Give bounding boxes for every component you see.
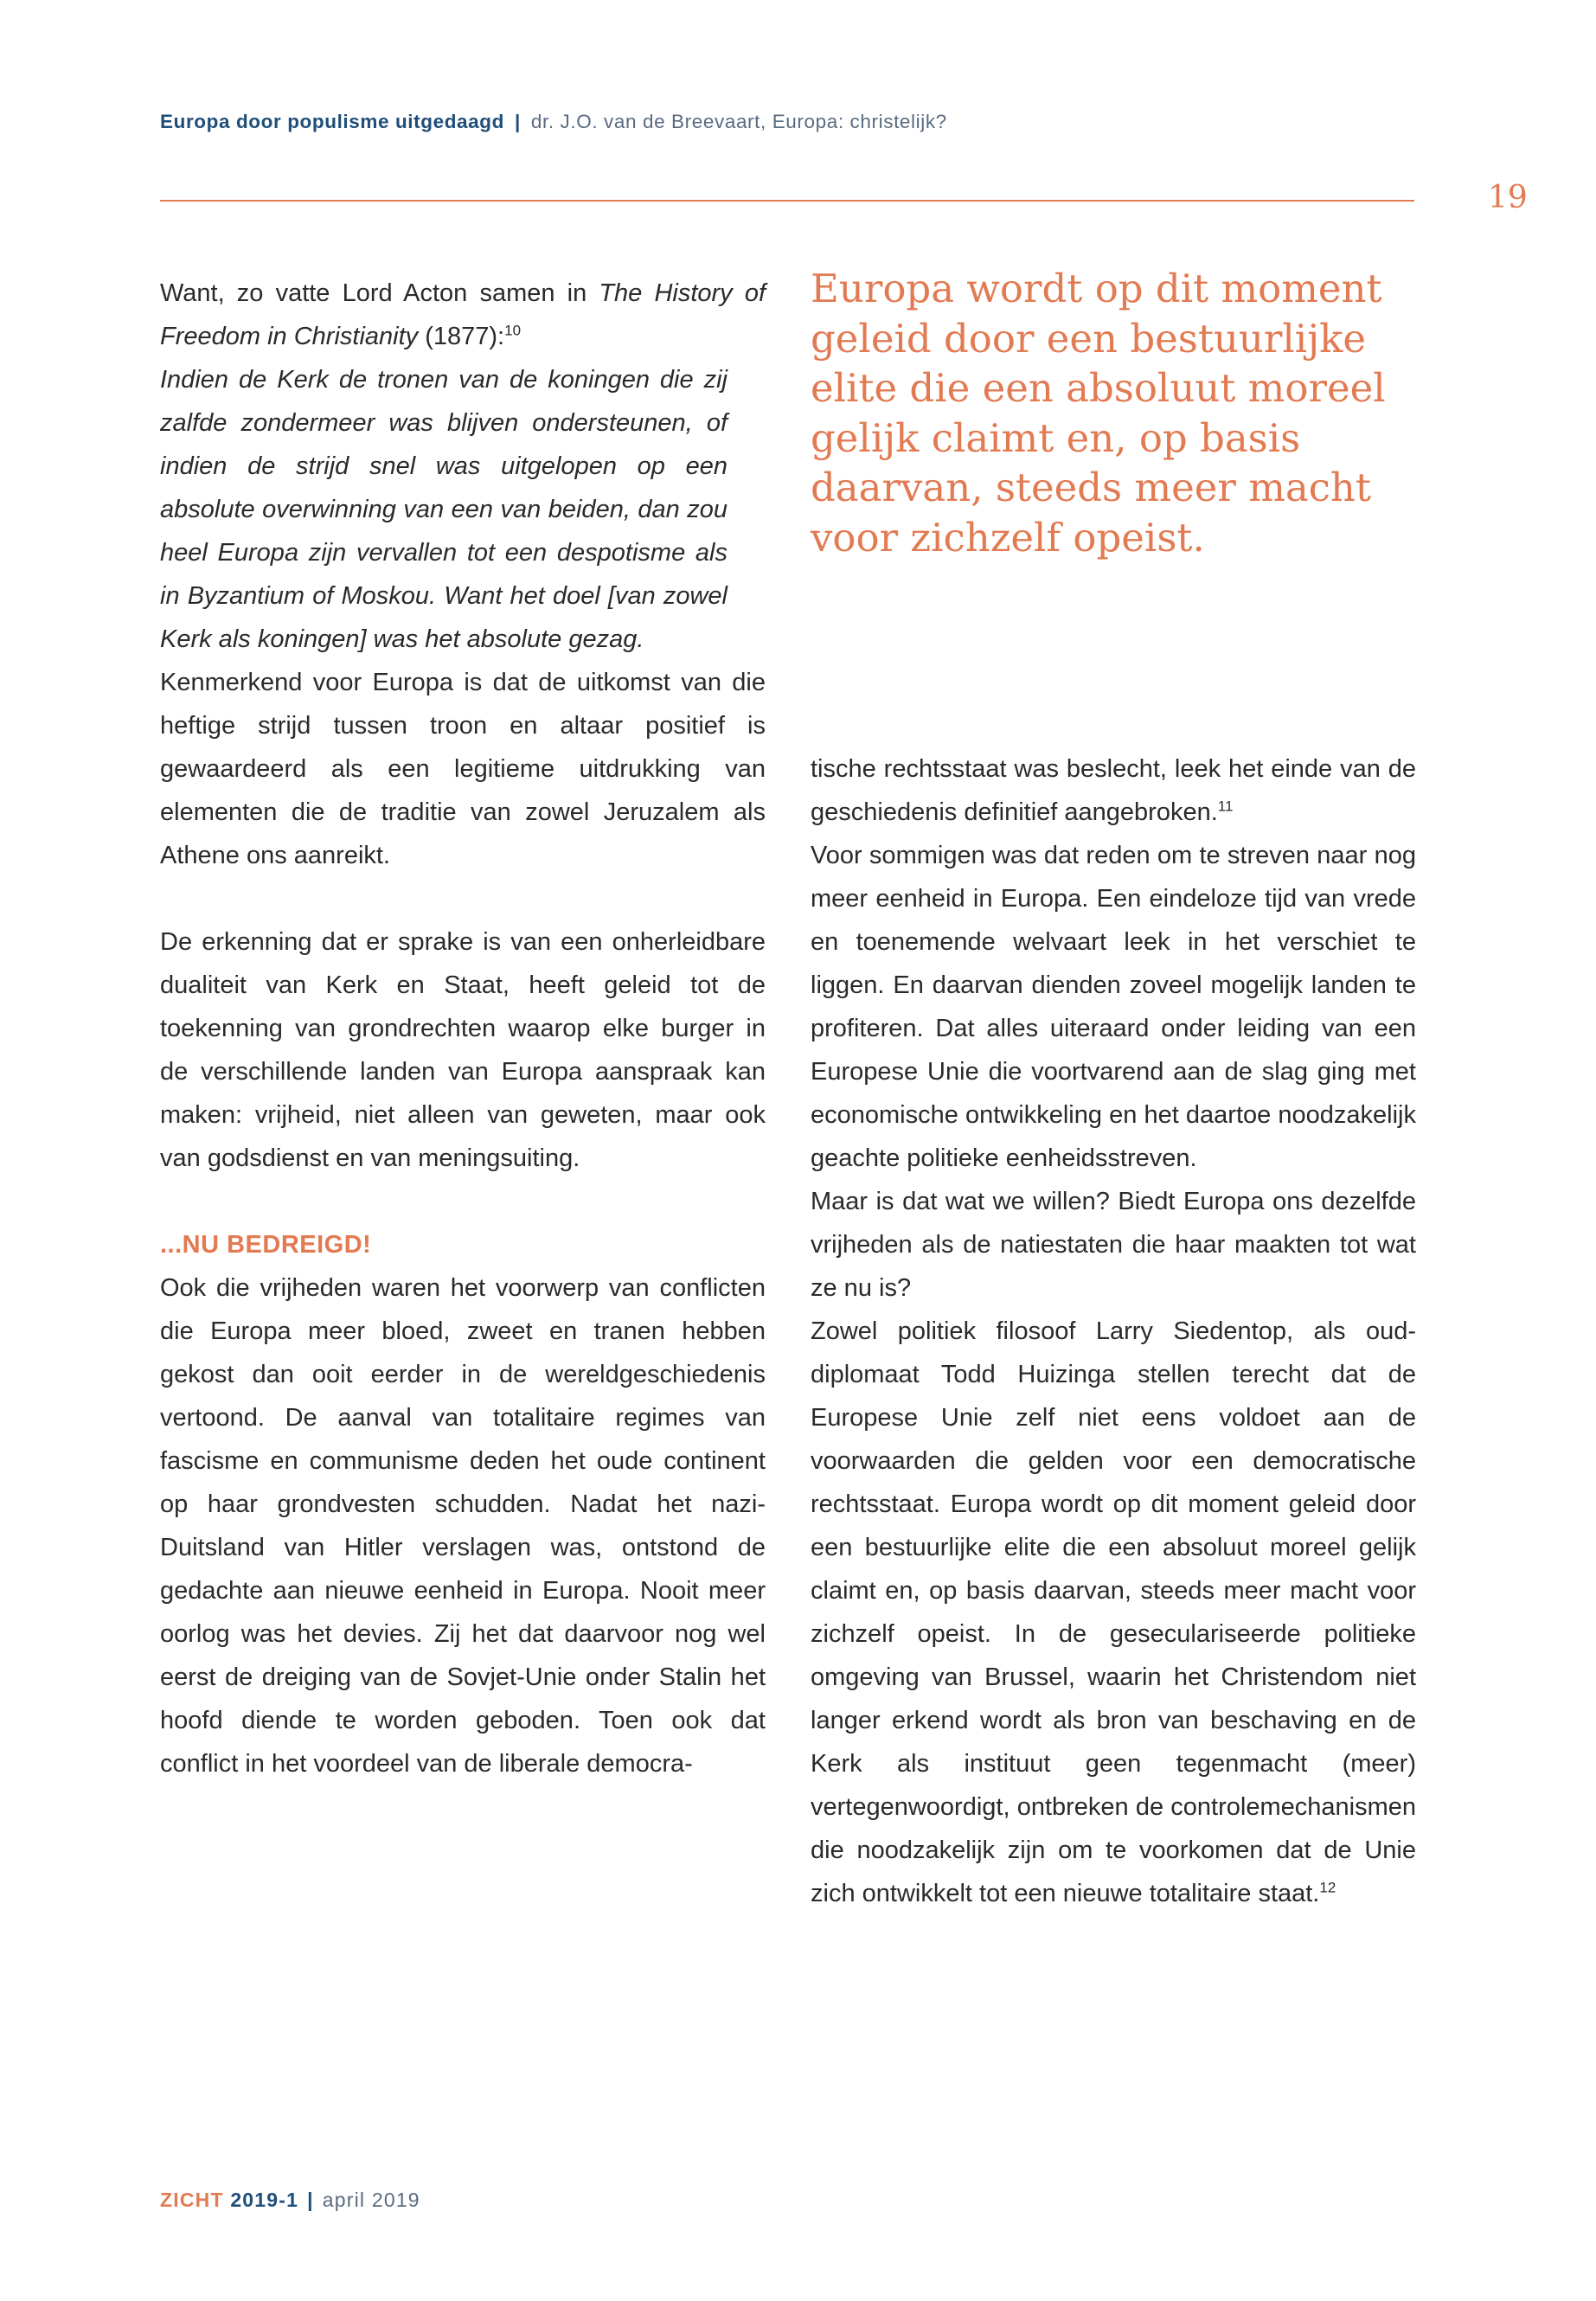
block-quote: Indien de Kerk de tronen van de koningen die zij zalfde zondermeer was blijven ondersteunen, of indien de strijd snel was uitgelopen op een absolute overwinning van een van beiden, dan zou heel Europa zijn vervallen tot een despotisme als in Byzantium of Moskou. Want het doel [van zowel Kerk als koningen] was het absolute gezag. <box>160 366 727 653</box>
header-separator: | <box>514 111 521 132</box>
body-paragraph-7-text: Zowel politiek filosoof Larry Siedentop, als oud-diplomaat Todd Huizinga stellen terecht dat de Europese Unie zelf niet eens voldoet aan de voorwaarden die gelden voor een democratische rechtsstaat. Europa wordt op dit moment geleid door een bestuurlijke elite die een absoluut moreel gelijk claimt en, op basis daarvan, steeds meer macht voor zichzelf opeist. In de geseculariseerde politieke omgeving van Brussel, waarin het Christendom niet langer erkend wordt als bron van beschaving en de Kerk als instituut geen tegenmacht (meer) vertegenwoordigt, ontbreken de controlemechanismen die noodzakelijk zijn om te voorkomen dat de Unie zich ontwikkelt tot een nieuwe totalitaire staat. <box>811 1317 1416 1907</box>
body-paragraph-4-text: tische rechtsstaat was beslecht, leek het einde van de geschiedenis definitief aangebroken. <box>811 755 1416 826</box>
intro-text-2: (1877): <box>418 323 505 350</box>
footnote-ref-12: 12 <box>1319 1879 1336 1896</box>
page-footer <box>160 2189 420 2212</box>
intro-book-title: The History of Freedom in Christianity <box>160 279 766 350</box>
footnote-ref-11: 11 <box>1217 798 1234 815</box>
intro-text-1: Want, zo vatte Lord Acton samen in <box>160 279 599 307</box>
footer-separator: | <box>307 2189 314 2211</box>
body-paragraph-7 <box>811 1310 1416 1915</box>
body-paragraph-6: Maar is dat wat we willen? Biedt Europa ons dezelfde vrijheden als de natiestaten die haar maakten tot wat ze nu is? <box>811 1188 1416 1302</box>
left-column <box>160 272 766 1785</box>
footer-issue: 2019-1 <box>230 2189 299 2211</box>
body-paragraph-1: Kenmerkend voor Europa is dat de uitkomst van die heftige strijd tussen troon en altaar positief is gewaardeerd als een legitieme uitdrukking van elementen die de traditie van zowel Jeruzalem als Athene ons aanreikt. <box>160 669 766 869</box>
footer-date: april 2019 <box>322 2189 420 2211</box>
pull-quote: Europa wordt op dit moment geleid door een bestuurlijke elite die een absoluut moreel gelijk claimt en, op basis daarvan, steeds meer macht voor zichzelf opeist. <box>811 266 1386 561</box>
running-header <box>160 111 947 133</box>
section-subheading: ...NU BEDREIGD! <box>160 1231 372 1259</box>
header-title: Europa door populisme uitgedaagd <box>160 111 504 132</box>
header-subtitle: dr. J.O. van de Breevaart, Europa: christelijk? <box>530 111 947 132</box>
footnote-ref-10: 10 <box>504 322 522 339</box>
right-column <box>811 747 1416 1915</box>
page-number: 19 <box>1488 180 1528 215</box>
intro-paragraph <box>160 272 766 358</box>
body-paragraph-5: Voor sommigen was dat reden om te streven naar nog meer eenheid in Europa. Een eindeloze tijd van vrede en toenemende welvaart leek in het verschiet te liggen. En daarvan dienden zoveel mogelijk landen te profiteren. Dat alles uiteraard onder leiding van een Europese Unie die voortvarend aan de slag ging met economische ontwikkeling en het daartoe noodzakelijk geachte politieke eenheidsstreven. <box>811 842 1416 1172</box>
body-paragraph-4 <box>811 747 1416 834</box>
body-paragraph-2: De erkenning dat er sprake is van een onherleidbare dualiteit van Kerk en Staat, heeft geleid tot de toekenning van grondrechten waarop elke burger in de verschillende landen van Europa aanspraak kan maken: vrijheid, niet alleen van geweten, maar ook van godsdienst en van meningsuiting. <box>160 928 766 1172</box>
body-paragraph-3: Ook die vrijheden waren het voorwerp van conflicten die Europa meer bloed, zweet en tranen hebben gekost dan ooit eerder in de wereldgeschiedenis vertoond. De aanval van totalitaire regimes van fascisme en communisme deden het oude continent op haar grondvesten schudden. Nadat het nazi-Duitsland van Hitler verslagen was, ontstond de gedachte aan nieuwe eenheid in Europa. Nooit meer oorlog was het devies. Zij het dat daarvoor nog wel eerst de dreiging van de Sovjet-Unie onder Stalin het hoofd diende te worden geboden. Toen ook dat conflict in het voordeel van de liberale democra- <box>160 1274 766 1778</box>
footer-brand: ZICHT <box>160 2189 224 2211</box>
header-rule <box>160 200 1414 202</box>
